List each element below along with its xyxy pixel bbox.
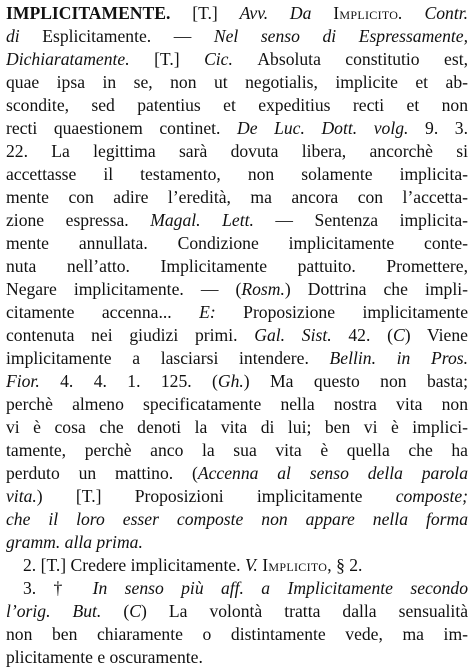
entry-line <box>6 531 468 554</box>
entry-text: Bellin. in Pros. <box>329 348 468 368</box>
entry-line <box>6 163 468 186</box>
entry-text: Avv. Da <box>239 3 334 23</box>
entry-text: vita. <box>6 486 37 506</box>
entry-line <box>6 48 468 71</box>
entry-line <box>6 94 468 117</box>
entry-text: ) La volontà tratta dalla sensualità <box>140 601 468 621</box>
entry-line <box>6 140 468 163</box>
entry-text: Dichiaratamente. <box>6 49 155 69</box>
entry-line <box>6 71 468 94</box>
entry-text: C <box>129 601 141 621</box>
entry-text: 9. 3. <box>425 118 468 138</box>
entry-text: , § 2. <box>327 555 363 575</box>
entry-text: Gal. Sist. <box>254 325 332 345</box>
entry-text: Magal. Lett. <box>150 210 254 230</box>
entry-text: Cic. <box>204 49 258 69</box>
entry-text: mente con adire l’eredità, ma ancora con l’accetta- <box>6 187 468 207</box>
entry-text: Esplicitamente. — <box>42 26 214 46</box>
entry-text: gramm. alla prima. <box>6 532 143 552</box>
entry-line <box>6 255 468 278</box>
entry-text: De Luc. Dott. volg. <box>237 118 426 138</box>
entry-line <box>6 278 468 301</box>
entry-line <box>6 301 468 324</box>
entry-line <box>6 462 468 485</box>
entry-text: zione espressa. <box>6 210 151 230</box>
entry-text: vi è cosa che denoti la vita di lui; ben vi è implici- <box>6 417 468 437</box>
dictionary-entry <box>6 2 468 669</box>
entry-text: accettasse il testamento, non solamente implicita- <box>6 164 468 184</box>
entry-text: Negare implicitamente. — ( <box>6 279 242 299</box>
entry-text: Fior. <box>6 371 40 391</box>
entry-text: C <box>392 325 405 345</box>
entry-text: ) Viene <box>404 325 468 345</box>
entry-text: . <box>398 3 425 23</box>
entry-text: E: <box>199 302 216 322</box>
entry-text: di <box>6 26 43 46</box>
entry-line <box>6 347 468 370</box>
entry-line <box>6 577 468 600</box>
entry-text: contenuta nei giudizi primi. <box>6 325 255 345</box>
entry-text: perduto un mattino. ( <box>6 463 198 483</box>
entry-line <box>6 439 468 462</box>
entry-text: Proposizione implicitamente <box>215 302 468 322</box>
entry-text: V. <box>244 555 258 575</box>
entry-text: 3. † <box>23 578 93 598</box>
entry-text: scondite, sed patentius et expeditius recti et non <box>6 95 468 115</box>
entry-text: — Sentenza implicita- <box>253 210 468 230</box>
entry-line <box>6 600 468 623</box>
entry-text: tamente, perchè anco la sua vita è quella che ha <box>6 440 468 460</box>
entry-text: Nel senso di Espressamente, <box>213 26 468 46</box>
entry-line <box>6 232 468 255</box>
entry-text: Accenna al senso della parola <box>197 463 468 483</box>
entry-text: 22. La legittima sarà dovuta libera, ancorchè si <box>6 141 468 161</box>
entry-text: non ben chiaramente o distintamente vede, ma im- <box>6 624 468 644</box>
entry-text: ( <box>101 601 130 621</box>
entry-line <box>6 623 468 646</box>
entry-text: l’orig. But. <box>6 601 102 621</box>
entry-line <box>6 324 468 347</box>
entry-line <box>6 117 468 140</box>
entry-text: Implicito <box>333 3 399 23</box>
entry-text: nuta nell’atto. Implicitamente pattuito. Promettere, <box>6 256 468 276</box>
entry-text: ) Ma questo non basta; <box>243 371 468 391</box>
headword: IMPLICITAMENTE. <box>6 3 171 23</box>
entry-text: composte; <box>395 486 468 506</box>
entry-text: 4. 4. 1. 125. ( <box>39 371 218 391</box>
entry-text: citamente accenna... <box>6 302 200 322</box>
entry-line <box>6 508 468 531</box>
entry-line <box>6 554 468 577</box>
entry-line <box>6 25 468 48</box>
entry-text: perchè almeno specificatamente nella nostra vita non <box>6 394 468 414</box>
entry-text: plicitamente e oscuramente. <box>6 647 203 667</box>
entry-line <box>6 209 468 232</box>
entry-text: ) [T.] Proposizioni implicitamente <box>36 486 396 506</box>
entry-text: ) Dottrina che impli- <box>284 279 468 299</box>
entry-line <box>6 186 468 209</box>
entry-text: Gh. <box>217 371 244 391</box>
entry-text: che il loro esser composte non appare nella forma <box>6 509 468 529</box>
entry-text: 2. [T.] Credere implicitamente. <box>23 555 245 575</box>
entry-text: 42. ( <box>331 325 393 345</box>
entry-line <box>6 370 468 393</box>
entry-text: [T.] <box>170 3 240 23</box>
entry-text: [T.] <box>154 49 205 69</box>
entry-text: recti quaestionem continet. <box>6 118 237 138</box>
entry-line <box>6 485 468 508</box>
entry-text: quae ipsa in se, non ut negotialis, implicite et ab- <box>6 72 468 92</box>
entry-text: Absoluta constitutio est, <box>257 49 468 69</box>
entry-text: Implicito <box>262 555 328 575</box>
entry-text: Contr. <box>424 3 468 23</box>
entry-line <box>6 416 468 439</box>
entry-text: implicitamente a lasciarsi intendere. <box>6 348 330 368</box>
entry-line <box>6 2 468 25</box>
entry-text: Rosm. <box>241 279 285 299</box>
entry-text: In senso più aff. a Implicitamente secondo <box>92 578 468 598</box>
entry-line <box>6 646 468 669</box>
entry-line <box>6 393 468 416</box>
entry-text: mente annullata. Condizione implicitamente conte- <box>6 233 468 253</box>
